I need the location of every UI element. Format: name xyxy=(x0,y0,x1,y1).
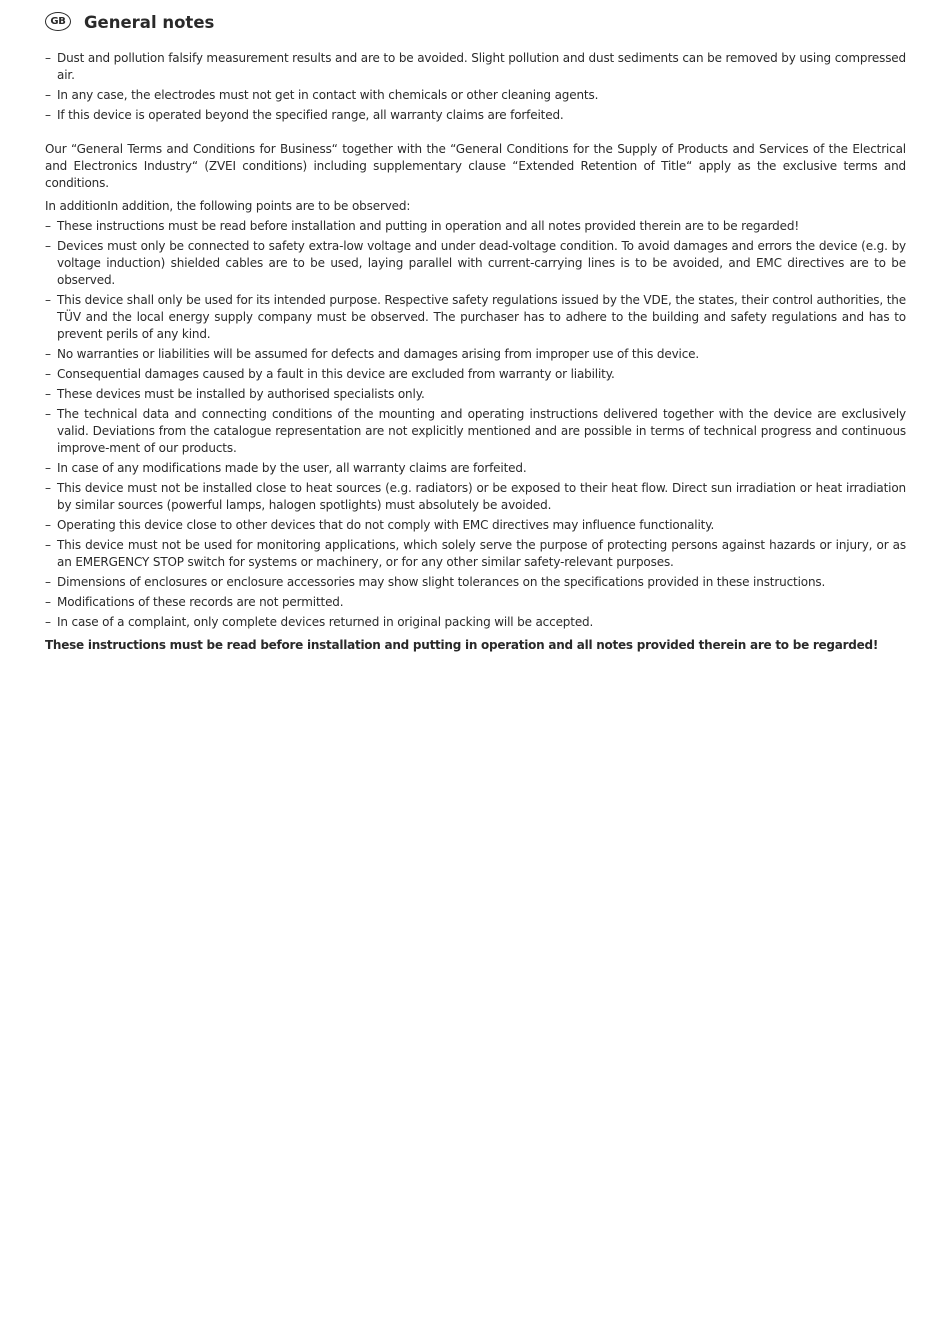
list-item xyxy=(45,594,906,611)
list-item-text: Dimensions of enclosures or enclosure accessories may show slight tolerances on the specifications provided in these instructions. xyxy=(57,575,826,589)
list-item-text: Consequential damages caused by a fault in this device are excluded from warranty or liability. xyxy=(57,367,615,381)
list-item-text: In case of any modifications made by the user, all warranty claims are forfeited. xyxy=(57,461,527,475)
list-item-text: No warranties or liabilities will be assumed for defects and damages arising from improper use of this device. xyxy=(57,347,700,361)
list-item xyxy=(45,346,906,363)
list-item-text: These instructions must be read before installation and putting in operation and all notes provided therein are to be regarded! xyxy=(57,219,800,233)
list-item-text: This device must not be used for monitoring applications, which solely serve the purpose of protecting persons against hazards or injury, or as an EMERGENCY STOP switch for systems or machinery, or for any other similar safety-relevant purposes. xyxy=(57,538,906,569)
list-item-text: In any case, the electrodes must not get in contact with chemicals or other cleaning agents. xyxy=(57,88,599,102)
list-item xyxy=(45,537,906,571)
list-item xyxy=(45,386,906,403)
list-item-text: If this device is operated beyond the specified range, all warranty claims are forfeited. xyxy=(57,108,564,122)
list-item xyxy=(45,480,906,514)
dash-bullet: – xyxy=(45,293,51,307)
dash-bullet: – xyxy=(45,575,51,589)
final-note: These instructions must be read before installation and putting in operation and all notes provided therein are to be regarded! xyxy=(45,638,879,652)
list-item-text: This device must not be installed close to heat sources (e.g. radiators) or be exposed to their heat flow. Direct sun irradiation or heat irradiation by similar sources (powerful lamps, halogen spotlights) must absolutely be avoided. xyxy=(57,481,906,512)
list-item xyxy=(45,292,906,343)
notes-list-general xyxy=(45,50,906,124)
list-item-text: Dust and pollution falsify measurement results and are to be avoided. Slight pollution and dust sediments can be removed by using compressed air. xyxy=(57,51,906,82)
list-item-text: The technical data and connecting conditions of the mounting and operating instructions delivered together with the device are exclusively valid. Deviations from the catalogue representation are not explicitly mentioned and are possible in terms of technical progress and continuous improve-ment of our products. xyxy=(57,407,906,455)
list-item xyxy=(45,460,906,477)
list-item xyxy=(45,50,906,84)
page-title: General notes xyxy=(84,12,215,32)
list-item xyxy=(45,614,906,631)
notes-list-observations xyxy=(45,218,906,631)
list-item-text: This device shall only be used for its intended purpose. Respective safety regulations issued by the VDE, the states, their control authorities, the TÜV and the local energy supply company must be observed. The purchaser has to adhere to the building and safety regulations and has to prevent perils of any kind. xyxy=(57,293,906,341)
list-item xyxy=(45,406,906,457)
section-heading xyxy=(45,0,906,44)
dash-bullet: – xyxy=(45,538,51,552)
list-item-text: These devices must be installed by authorised specialists only. xyxy=(57,387,425,401)
list-item xyxy=(45,218,906,235)
addition-intro: In additionIn addition, the following points are to be observed: xyxy=(45,199,411,213)
dash-bullet: – xyxy=(45,108,51,122)
dash-bullet: – xyxy=(45,595,51,609)
list-item xyxy=(45,517,906,534)
list-item xyxy=(45,366,906,383)
dash-bullet: – xyxy=(45,387,51,401)
dash-bullet: – xyxy=(45,615,51,629)
dash-bullet: – xyxy=(45,219,51,233)
terms-paragraph: Our “General Terms and Conditions for Business“ together with the “General Conditions for the Supply of Products and Services of the Electrical and Electronics Industry“ (ZVEI conditions) including supplementary clause “Extended Retention of Title“ apply as the exclusive terms and conditions. xyxy=(45,142,906,190)
country-badge: GB xyxy=(45,12,71,31)
list-item xyxy=(45,87,906,104)
dash-bullet: – xyxy=(45,347,51,361)
list-item xyxy=(45,238,906,289)
dash-bullet: – xyxy=(45,461,51,475)
list-item-text: Operating this device close to other devices that do not comply with EMC directives may influence functionality. xyxy=(57,518,715,532)
list-item xyxy=(45,107,906,124)
dash-bullet: – xyxy=(45,239,51,253)
dash-bullet: – xyxy=(45,51,51,65)
list-item-text: Devices must only be connected to safety extra-low voltage and under dead-voltage condition. To avoid damages and errors the device (e.g. by voltage induction) shielded cables are to be used, laying parallel with current-carrying lines is to be avoided, and EMC directives are to be observed. xyxy=(57,239,906,287)
list-item xyxy=(45,574,906,591)
document-page xyxy=(45,0,906,666)
list-item-text: In case of a complaint, only complete devices returned in original packing will be accepted. xyxy=(57,615,594,629)
dash-bullet: – xyxy=(45,481,51,495)
list-item-text: Modifications of these records are not permitted. xyxy=(57,595,344,609)
dash-bullet: – xyxy=(45,407,51,421)
dash-bullet: – xyxy=(45,367,51,381)
dash-bullet: – xyxy=(45,518,51,532)
dash-bullet: – xyxy=(45,88,51,102)
